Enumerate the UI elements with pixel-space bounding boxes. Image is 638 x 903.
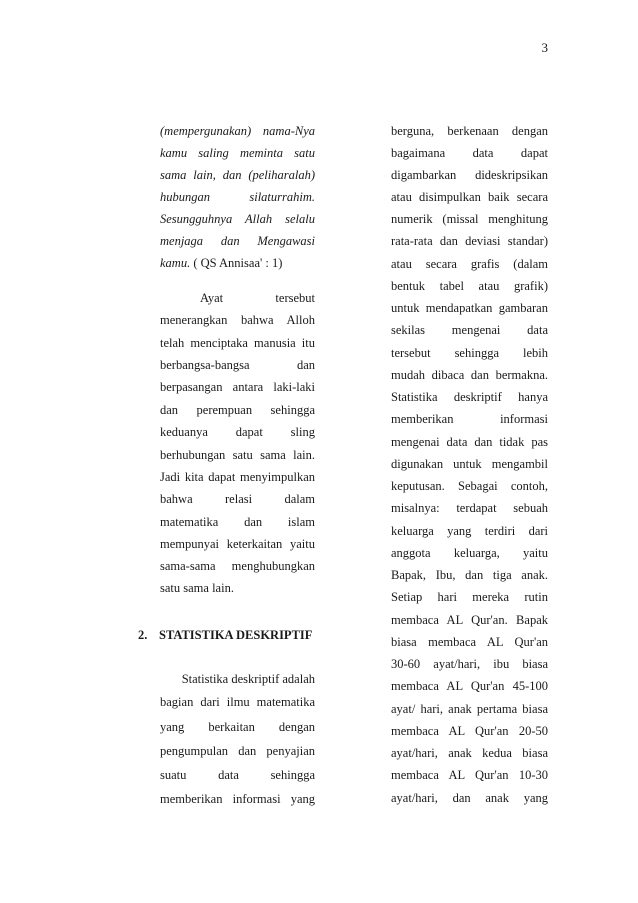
section-paragraph-line: memberikan informasi yang [160, 792, 315, 806]
quote-line: sama lain, dan (peliharalah) [160, 168, 315, 182]
paragraph-line: membaca AL Qur'an 45-100 [391, 679, 548, 693]
quote-source: ( QS Annisaa' : 1) [190, 256, 283, 270]
paragraph-line: memberikan informasi [391, 412, 548, 426]
section-paragraph-line: suatu data sehingga [160, 768, 315, 782]
paragraph-line: membaca AL Qur'an 20-50 [391, 724, 548, 738]
paragraph-line: atau disimpulkan baik secara [391, 190, 548, 204]
paragraph-line: telah menciptaka manusia itu [160, 336, 315, 350]
paragraph-line: berguna, berkenaan dengan [391, 124, 548, 138]
paragraph-lead-rest: tersebut [275, 291, 315, 305]
paragraph-line: 30-60 ayat/hari, ibu biasa [391, 657, 548, 671]
paragraph-line: membaca AL Qur'an. Bapak [391, 613, 548, 627]
paragraph-line: mengenai data dan tidak pas [391, 435, 548, 449]
paragraph-line: atau secara grafis (dalam [391, 257, 548, 271]
paragraph-line: Statistika deskriptif hanya [391, 390, 548, 404]
section-paragraph-line: pengumpulan dan penyajian [160, 744, 315, 758]
paragraph-line: menerangkan bahwa Alloh [160, 313, 315, 327]
paragraph-line: satu sama lain. [160, 581, 234, 595]
paragraph-line: berpasangan antara laki-laki [160, 380, 315, 394]
paragraph-line: digambarkan dideskripsikan [391, 168, 548, 182]
paragraph-line: numerik (missal menghitung [391, 212, 548, 226]
section-title: STATISTIKA DESKRIPTIF [159, 628, 313, 642]
paragraph-line: anggota keluarga, yaitu [391, 546, 548, 560]
section-number: 2. [138, 628, 148, 642]
quote-last-word: kamu. [160, 256, 191, 270]
paragraph-line: keputusan. Sebagai contoh, [391, 479, 548, 493]
paragraph-line: ayat/hari, dan anak yang [391, 791, 548, 805]
paragraph-line: Bapak, Ibu, dan tiga anak. [391, 568, 548, 582]
paragraph-line: ayat/hari, anak kedua biasa [391, 746, 548, 760]
quote-citation [160, 254, 282, 272]
paragraph-line: digunakan untuk mengambil [391, 457, 548, 471]
section-heading [138, 626, 312, 644]
paragraph-lead-word: Ayat [200, 291, 224, 305]
paragraph-line: untuk mendapatkan gambaran [391, 301, 548, 315]
quote-line: kamu saling meminta satu [160, 146, 315, 160]
paragraph-line: berhubungan satu sama lain. [160, 448, 315, 462]
paragraph-line: berbangsa-bangsa dan [160, 358, 315, 372]
quote-line: menjaga dan Mengawasi [160, 234, 315, 248]
left-column [160, 0, 315, 903]
section-paragraph-first-line: Statistika deskriptif adalah [181, 672, 315, 686]
right-column [391, 0, 548, 903]
paragraph-line: tersebut sehingga lebih [391, 346, 548, 360]
paragraph-line: sama-sama menghubungkan [160, 559, 315, 573]
quote-line: hubungan silaturrahim. [160, 190, 315, 204]
section-paragraph-line: bagian dari ilmu matematika [160, 695, 315, 709]
paragraph-line: Setiap hari mereka rutin [391, 590, 548, 604]
paragraph-first-line [200, 289, 315, 307]
paragraph-line: membaca AL Qur'an 10-30 [391, 768, 548, 782]
paragraph-line: ayat/ hari, anak pertama biasa [391, 702, 548, 716]
paragraph-line: bentuk tabel atau grafik) [391, 279, 548, 293]
paragraph-line: bahwa relasi dalam [160, 492, 315, 506]
paragraph-line: Jadi kita dapat menyimpulkan [160, 470, 315, 484]
paragraph-line: sekilas mengenai data [391, 323, 548, 337]
paragraph-line: bagaimana data dapat [391, 146, 548, 160]
quote-line: Sesungguhnya Allah selalu [160, 212, 315, 226]
paragraph-line: matematika dan islam [160, 515, 315, 529]
quote-line: (mempergunakan) nama-Nya [160, 124, 315, 138]
paragraph-line: misalnya: terdapat sebuah [391, 501, 548, 515]
paragraph-line: mudah dibaca dan bermakna. [391, 368, 548, 382]
paragraph-line: biasa membaca AL Qur'an [391, 635, 548, 649]
paragraph-line: mempunyai keterkaitan yaitu [160, 537, 315, 551]
section-paragraph-line: yang berkaitan dengan [160, 720, 315, 734]
paragraph-line: keduanya dapat sling [160, 425, 315, 439]
paragraph-line: rata-rata dan deviasi standar) [391, 234, 548, 248]
page-number: 3 [541, 40, 548, 55]
paragraph-line: dan perempuan sehingga [160, 403, 315, 417]
paragraph-line: keluarga yang terdiri dari [391, 524, 548, 538]
